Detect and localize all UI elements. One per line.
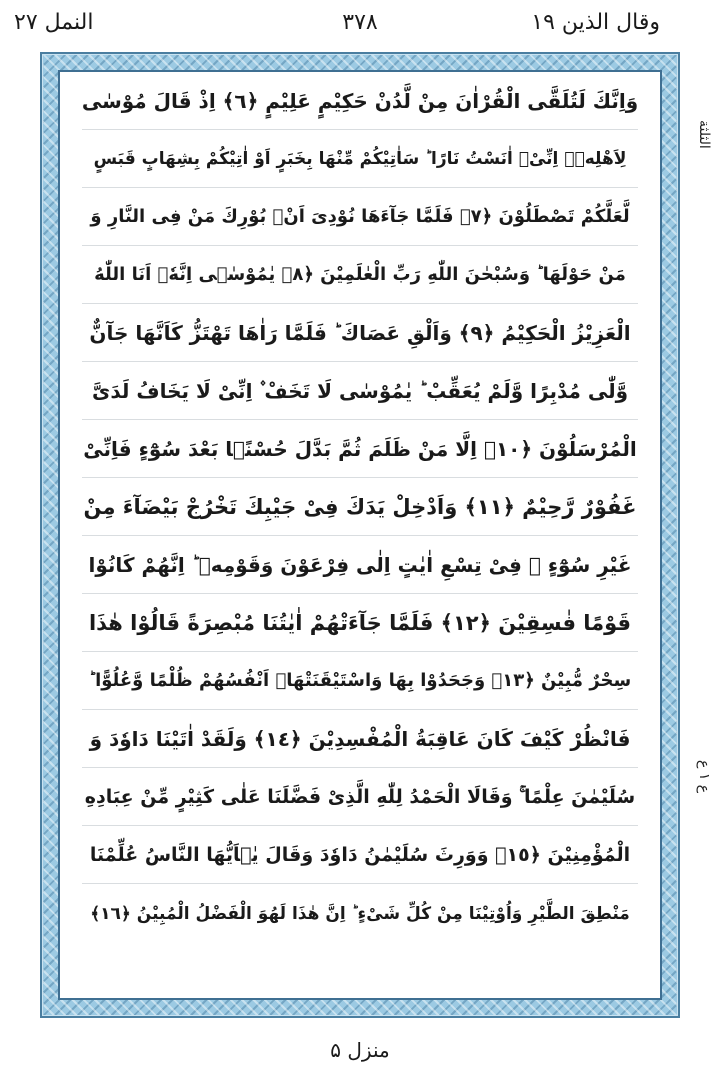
verse-line: سِحْرٌ مُّبِیْنٌ ﴿١٣﴾ وَجَحَدُوْا بِهَا وَاسْتَیْقَنَتْهَاۤ اَنْفُسُهُمْ ظُلْمًا وَّعُلُوًّا ؕ [82,652,638,710]
surah-title: النمل ۲۷ [14,10,94,35]
verse-line: سُلَیْمٰنَ عِلْمًا ۚ وَقَالَا الْحَمْدُ لِلّٰهِ الَّذِیْ فَضَّلَنَا عَلٰى كَثِیْرٍ مِّنْ عِبَادِهِ [82,768,638,826]
verse-line: مَنْ حَوْلَهَا ؕ وَسُبْحٰنَ اللّٰهِ رَبِّ الْعٰلَمِیْنَ ﴿٨﴾ یٰمُوْسٰۤى اِنَّهٗۤ اَنَا اللّٰهُ [82,246,638,304]
verse-line: الْعَزِیْزُ الْحَكِیْمُ ﴿٩﴾ وَاَلْقِ عَصَاكَ ؕ فَلَمَّا رَاٰهَا تَهْتَزُّ كَاَنَّهَا جَآنٌّ [82,304,638,362]
ruku-marker: ع ۱ ع [696,760,712,794]
verse-line: قَوْمًا فٰسِقِیْنَ ﴿١٢﴾ فَلَمَّا جَآءَتْهُمْ اٰیٰتُنَا مُبْصِرَةً قَالُوْا هٰذَا [82,594,638,652]
verse-lines [60,72,660,998]
manzil-footer: منزل ۵ [330,1038,390,1062]
verse-line: لَّعَلَّكُمْ تَصْطَلُوْنَ ﴿٧﴾ فَلَمَّا جَآءَهَا نُوْدِیَ اَنْۢ بُوْرِكَ مَنْ فِی النَّارِ وَ [82,188,638,246]
verse-line: فَانْظُرْ كَیْفَ كَانَ عَاقِبَةُ الْمُفْسِدِیْنَ ﴿١٤﴾ وَلَقَدْ اٰتَیْنَا دَاوٗدَ وَ [82,710,638,768]
verse-line: مَنْطِقَ الطَّیْرِ وَاُوْتِیْنَا مِنْ كُلِّ شَیْءٍ ؕ اِنَّ هٰذَا لَهُوَ الْفَضْلُ الْمُبِیْنُ ﴿١٦﴾ [90,903,630,924]
verse-line: لِاَهْلِهٖۤ اِنِّیْۤ اٰنَسْتُ نَارًا ؕ سَاٰتِیْكُمْ مِّنْهَا بِخَبَرٍ اَوْ اٰتِیْكُمْ بِشِهَابٍ قَبَسٍ [82,130,638,188]
verse-line: وَاِنَّكَ لَتُلَقَّى الْقُرْاٰنَ مِنْ لَّدُنْ حَكِیْمٍ عَلِیْمٍ ﴿٦﴾ اِذْ قَالَ مُوْسٰى [82,72,638,130]
text-panel [58,70,662,1000]
juz-title: وقال الذین ۱۹ [531,10,660,35]
verse-line: وَّلّٰى مُدْبِرًا وَّلَمْ یُعَقِّبْ ؕ یٰمُوْسٰى لَا تَخَفْ ۫ اِنِّیْ لَا یَخَافُ لَدَیَّ [82,362,638,420]
page-number: ۳۷۸ [342,10,378,35]
ornamental-border [40,52,680,1018]
page-header [0,0,720,48]
section-marker: الثلثة [696,120,712,149]
verse-line: الْمُرْسَلُوْنَ ﴿١٠﴾ اِلَّا مَنْ ظَلَمَ ثُمَّ بَدَّلَ حُسْنًۢا بَعْدَ سُوْٓءٍ فَاِنِّیْ [82,420,638,478]
verse-line: غَفُوْرٌ رَّحِیْمٌ ﴿١١﴾ وَاَدْخِلْ یَدَكَ فِیْ جَیْبِكَ تَخْرُجْ بَیْضَآءَ مِنْ [82,478,638,536]
verse-line: غَیْرِ سُوْٓءٍ ۫ فِیْ تِسْعِ اٰیٰتٍ اِلٰى فِرْعَوْنَ وَقَوْمِهٖ ؕ اِنَّهُمْ كَانُوْا [82,536,638,594]
verse-line: الْمُؤْمِنِیْنَ ﴿١٥﴾ وَوَرِثَ سُلَیْمٰنُ دَاوٗدَ وَقَالَ یٰۤاَیُّهَا النَّاسُ عُلِّمْنَا [82,826,638,884]
